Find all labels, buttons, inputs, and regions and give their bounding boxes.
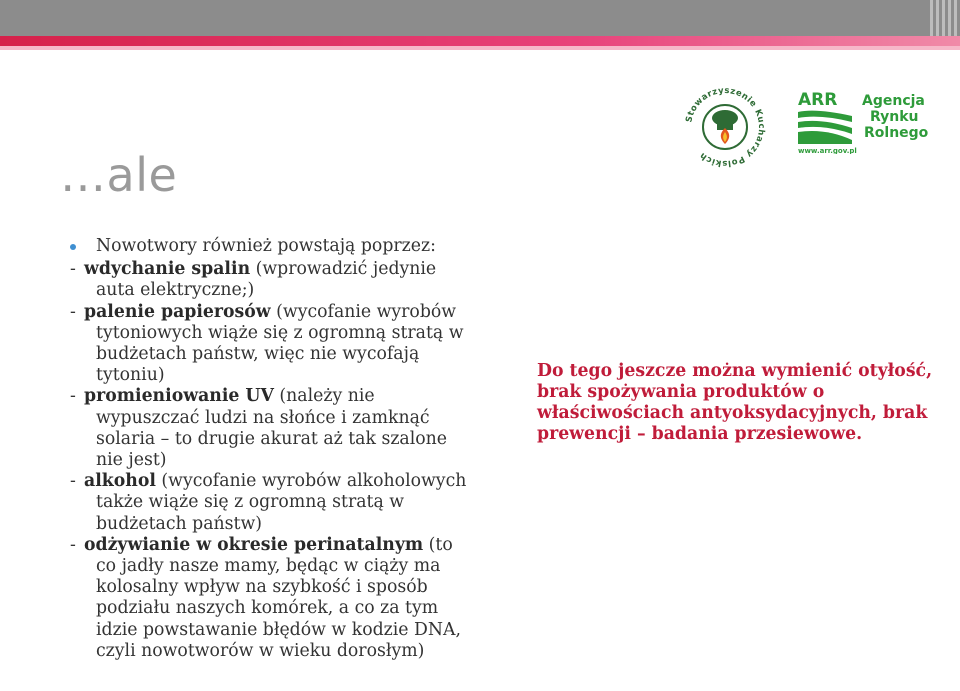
list-item [70,302,470,387]
item-keyword: palenie papierosów [84,301,271,322]
left-content [70,236,470,662]
item-keyword: odżywianie w okresie perinatalnym [84,534,424,555]
intro-text: Nowotwory również powstają poprzez: [96,236,436,256]
arr-name-line1: Agencja [862,93,925,109]
intro-bullet [70,236,470,257]
stowarzyszenie-logo-text: Stowarzyszenie Kucharzy Polskich [684,85,767,169]
item-text: (to co jadły nasze mamy, będąc w ciąży ma kolosalny wpływ na szybkość i sposób podziału naszych komórek, a co za tym idzie powstawanie błędów w kodzie DNA, czyli nowotworów w wieku dorosłym) [96,534,461,661]
item-text: (należy nie wypuszczać ludzi na słońce i zamknąć solaria – to drugie akurat aż tak szalone nie jest) [96,386,448,471]
right-highlight-text: Do tego jeszcze można wymienić otyłość, brak spożywania produktów o właściwościach antyoksydacyjnych, brak prewencji – badania przesiewowe. [537,361,933,444]
list-item [70,471,470,535]
stowarzyszenie-logo [680,82,770,172]
slide-title: …ale [60,148,178,202]
arr-name-line3: Rolnego [864,125,929,141]
item-keyword: promieniowanie UV [84,386,274,407]
arr-logo [796,88,942,154]
dash-marker: - [70,534,76,555]
header-accent-thin-stripe [0,46,960,50]
arr-name-line2: Rynku [870,109,919,125]
header-accent-stripe [0,36,960,46]
item-text: (wycofanie wyrobów tytoniowych wiąże się z ogromną stratą w budżetach państw, więc nie wycofają tytoniu) [96,301,464,386]
item-keyword: alkohol [84,471,156,492]
item-text: (wprowadzić jedynie auta elektryczne;) [96,259,437,301]
item-text: (wycofanie wyrobów alkoholowych także wiąże się z ogromną stratą w budżetach państw) [96,471,467,534]
bullet-icon [70,244,76,250]
item-keyword: wdychanie spalin [84,259,251,280]
arr-url: www.arr.gov.pl [798,147,857,154]
header-band [0,0,960,36]
dash-marker: - [70,301,76,322]
dash-marker: - [70,471,76,492]
arr-logo-abbr: ARR [798,90,838,110]
list-item [70,259,470,301]
dash-marker: - [70,259,76,280]
header-stripes [930,0,960,36]
dash-marker: - [70,386,76,407]
list-item [70,535,470,662]
list-item [70,386,470,471]
